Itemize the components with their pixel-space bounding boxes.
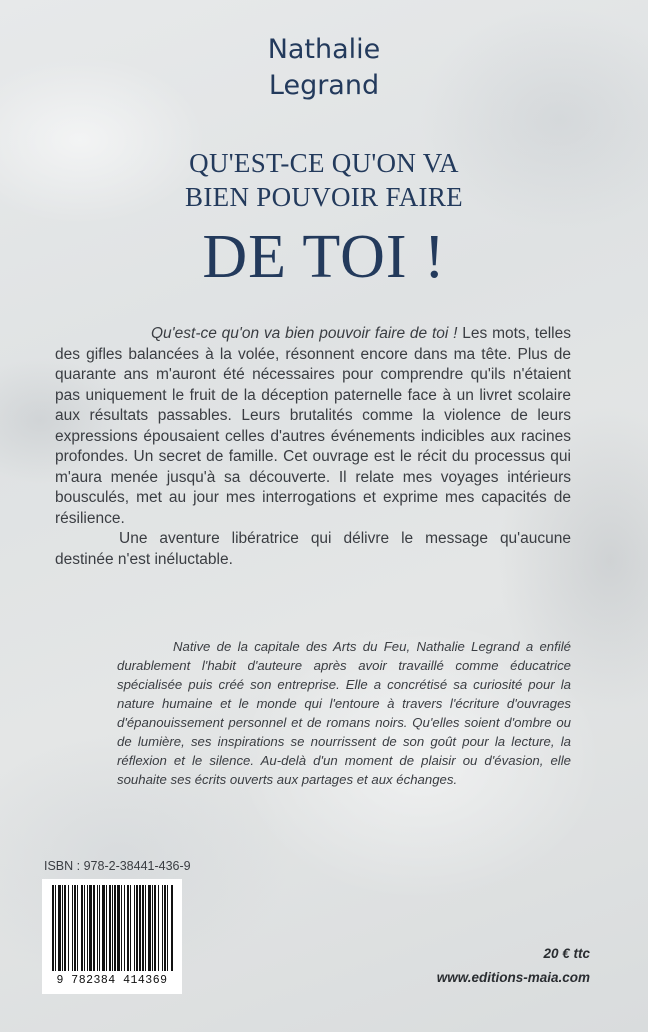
synopsis-paragraph-2: Une aventure libératrice qui délivre le message qu'aucune destinée n'est inéluctable.	[55, 530, 571, 568]
barcode-bar	[81, 885, 83, 971]
synopsis-paragraph-1-text: Les mots, telles des gifles balancées à la volée, résonnent encore dans ma tête. Plus de quarante ans m'auront été nécessaires pour comprendre qu'ils n'étaient pas uniquement le fruit de la déception paternelle face à un livret scolaire aux résultats passables. Leurs brutalités comme la violence de leurs expressions épousaient celles d'autres événements indicibles aux racines profondes. Un secret de famille. Cet ouvrage est le récit du processus qui m'aura menée jusqu'à sa découverte. Il relate mes voyages intérieurs bousculés, met au jour mes interrogations et exprime mes capacités de résilience.	[55, 325, 571, 527]
synopsis	[55, 324, 571, 570]
barcode-bar	[171, 885, 173, 971]
barcode-bar	[152, 885, 153, 971]
barcode-bar	[136, 885, 138, 971]
barcode-bar	[74, 885, 76, 971]
book-title-upper	[60, 146, 588, 214]
barcode-bar	[87, 885, 88, 971]
barcode-digits: 9 782384 414369	[56, 974, 168, 987]
author-last-name: Legrand	[268, 70, 380, 101]
title-line-1: QU'EST-CE QU'ON VA	[189, 148, 459, 178]
barcode-bar	[89, 885, 92, 971]
barcode-bar	[58, 885, 61, 971]
book-title-main: DE TOI !	[202, 223, 446, 291]
barcode-bar	[148, 885, 151, 971]
barcode-bar	[102, 885, 105, 971]
barcode-bar	[142, 885, 144, 971]
barcode-bar	[114, 885, 116, 971]
barcode-bar	[167, 885, 168, 971]
author-name	[244, 32, 404, 104]
barcode-bar	[106, 885, 107, 971]
barcode-bar	[97, 885, 98, 971]
barcode-bar	[130, 885, 131, 971]
barcode-bar	[158, 885, 159, 971]
price: 20 € ttc	[543, 946, 590, 961]
barcode-bar	[52, 885, 54, 971]
synopsis-paragraph-1	[55, 324, 571, 529]
synopsis-quote: Qu'est-ce qu'on va bien pouvoir faire de toi !	[151, 325, 458, 342]
barcode-bar	[121, 885, 122, 971]
barcode-bar	[162, 885, 163, 971]
isbn-label: ISBN : 978-2-38441-436-9	[44, 859, 191, 873]
title-line-2: BIEN POUVOIR FAIRE	[185, 182, 463, 212]
barcode-bar	[62, 885, 63, 971]
author-first-name: Nathalie	[267, 34, 381, 65]
barcode-bar	[127, 885, 129, 971]
barcode-bar	[55, 885, 56, 971]
barcode-bar	[72, 885, 73, 971]
barcode-bar	[99, 885, 100, 971]
barcode-bar	[84, 885, 85, 971]
barcode-bar	[109, 885, 111, 971]
barcode-bar	[68, 885, 69, 971]
barcode-bar	[145, 885, 146, 971]
barcode-bars	[42, 879, 182, 975]
barcode-bar	[112, 885, 113, 971]
author-bio	[117, 637, 571, 789]
publisher-website: www.editions-maia.com	[436, 970, 590, 985]
barcode-bar	[154, 885, 156, 971]
barcode-bar	[117, 885, 120, 971]
barcode-bar	[124, 885, 125, 971]
barcode-bar	[139, 885, 141, 971]
barcode	[42, 879, 182, 994]
barcode-bar	[164, 885, 166, 971]
barcode-bar	[134, 885, 135, 971]
barcode-bar	[77, 885, 78, 971]
author-bio-text: Native de la capitale des Arts du Feu, Nathalie Legrand a enfilé durablement l'habit d'auteure après avoir travaillé comme éducatrice spécialisée puis créé son entreprise. Elle a concrétisé sa curiosité pour la nature humaine et le monde qui l'entoure à travers l'écriture d'ouvrages d'épanouissement personnel et de romans noirs. Qu'elles soient d'ombre ou de lumière, ses inspirations se nourrissent de son goût pour la lecture, la réflexion et le silence. Au-delà d'un moment de plaisir ou d'évasion, elle souhaite ses écrits ouverts aux partages et aux échanges.	[117, 639, 571, 787]
barcode-bar	[93, 885, 95, 971]
barcode-bar	[64, 885, 66, 971]
